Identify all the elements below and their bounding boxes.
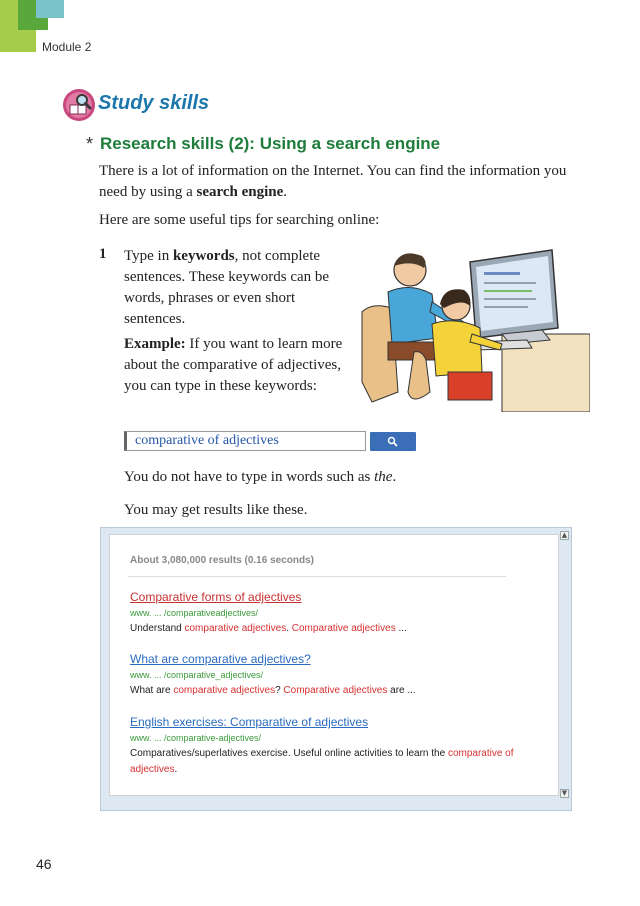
tip-number: 1 — [99, 246, 107, 262]
children-at-computer-illustration — [352, 242, 590, 412]
result-snippet: Comparatives/superlatives exercise. Useful online activities to learn the comparative of adjectives. — [130, 748, 514, 775]
example-paragraph: Example: If you want to learn more about the comparative of adjectives, you can type in these keywords: — [124, 336, 343, 394]
section-title: Study skills — [98, 92, 210, 114]
search-button[interactable] — [370, 432, 416, 451]
result-title-link[interactable]: Comparative forms of adjectives — [130, 590, 302, 604]
search-results-panel — [100, 527, 572, 811]
scroll-down-button[interactable]: ▼ — [561, 789, 568, 797]
page-number: 46 — [36, 856, 52, 872]
search-icon — [370, 432, 416, 451]
module-label: Module 2 — [42, 40, 92, 54]
search-input[interactable]: comparative of adjectives — [124, 431, 366, 451]
results-intro: You may get results like these. — [124, 502, 308, 518]
star-marker: * — [86, 134, 94, 154]
result-url: www. ... /comparative_adjectives/ — [130, 670, 264, 680]
result-item — [130, 651, 550, 699]
tip-text: Type in keywords, not complete sentences. These keywords can be words, phrases or even short sentences. — [124, 248, 330, 327]
result-url: www. ... /comparative-adjectives/ — [130, 733, 262, 743]
result-title-link[interactable]: What are comparative adjectives? — [130, 652, 311, 666]
note-paragraph: You do not have to type in words such as the. — [124, 469, 397, 485]
result-snippet: Understand comparative adjectives. Comparative adjectives ... — [130, 623, 407, 634]
divider — [128, 576, 506, 577]
scroll-up-button[interactable]: ▲ — [561, 531, 568, 539]
result-url: www. ... /comparativeadjectives/ — [130, 608, 259, 618]
result-item — [130, 714, 550, 778]
magnifier-book-icon — [62, 88, 96, 122]
subsection-title: Research skills (2): Using a search engine — [100, 134, 441, 153]
result-item — [130, 589, 550, 637]
results-stats: About 3,080,000 results (0.16 seconds) — [130, 555, 314, 566]
tips-intro: Here are some useful tips for searching online: — [99, 212, 380, 228]
result-title-link[interactable]: English exercises: Comparative of adjectives — [130, 715, 369, 729]
result-snippet: What are comparative adjectives? Comparative adjectives are ... — [130, 685, 416, 696]
results-list — [109, 534, 559, 796]
intro-paragraph: There is a lot of information on the Internet. You can find the information you need by using a search engine. — [99, 163, 567, 200]
